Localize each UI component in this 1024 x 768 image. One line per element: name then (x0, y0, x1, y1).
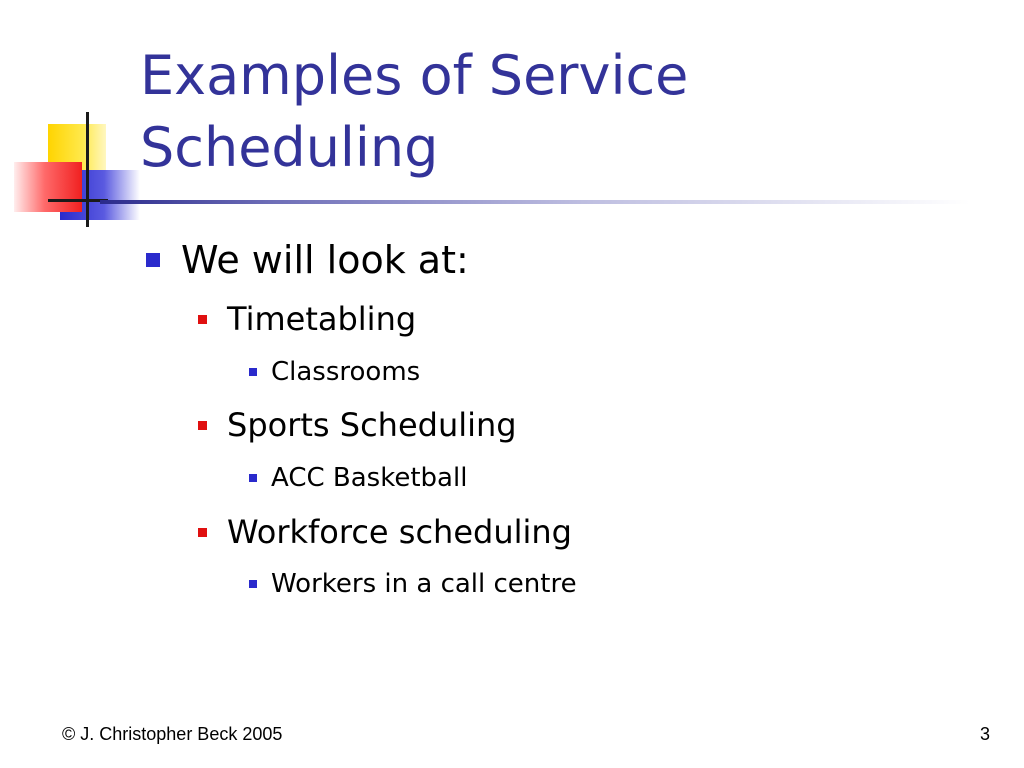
bullet-text: We will look at: (181, 238, 469, 282)
bullet-text: Timetabling (227, 300, 417, 338)
bullet-square-icon (198, 421, 207, 430)
bullet-square-icon (198, 528, 207, 537)
bullet-text: Sports Scheduling (227, 406, 517, 444)
list-item (249, 463, 467, 493)
bullet-square-icon (249, 368, 257, 376)
bullet-square-icon (249, 580, 257, 588)
bullet-text: Classrooms (271, 357, 421, 387)
footer-copyright: © J. Christopher Beck 2005 (62, 724, 283, 744)
bullet-square-icon (198, 315, 207, 324)
bullet-text: ACC Basketball (271, 463, 468, 493)
bullet-square-icon (146, 253, 160, 267)
slide-title: Examples of Service Scheduling (140, 44, 689, 179)
list-item (249, 569, 577, 599)
bullet-square-icon (249, 474, 257, 482)
list-item (198, 513, 572, 551)
list-item (146, 238, 469, 282)
list-item (198, 300, 416, 338)
page-number: 3 (979, 724, 990, 744)
list-item (249, 357, 420, 387)
bullet-text: Workforce scheduling (227, 513, 572, 551)
bullet-text: Workers in a call centre (271, 569, 577, 599)
list-item (198, 406, 517, 444)
